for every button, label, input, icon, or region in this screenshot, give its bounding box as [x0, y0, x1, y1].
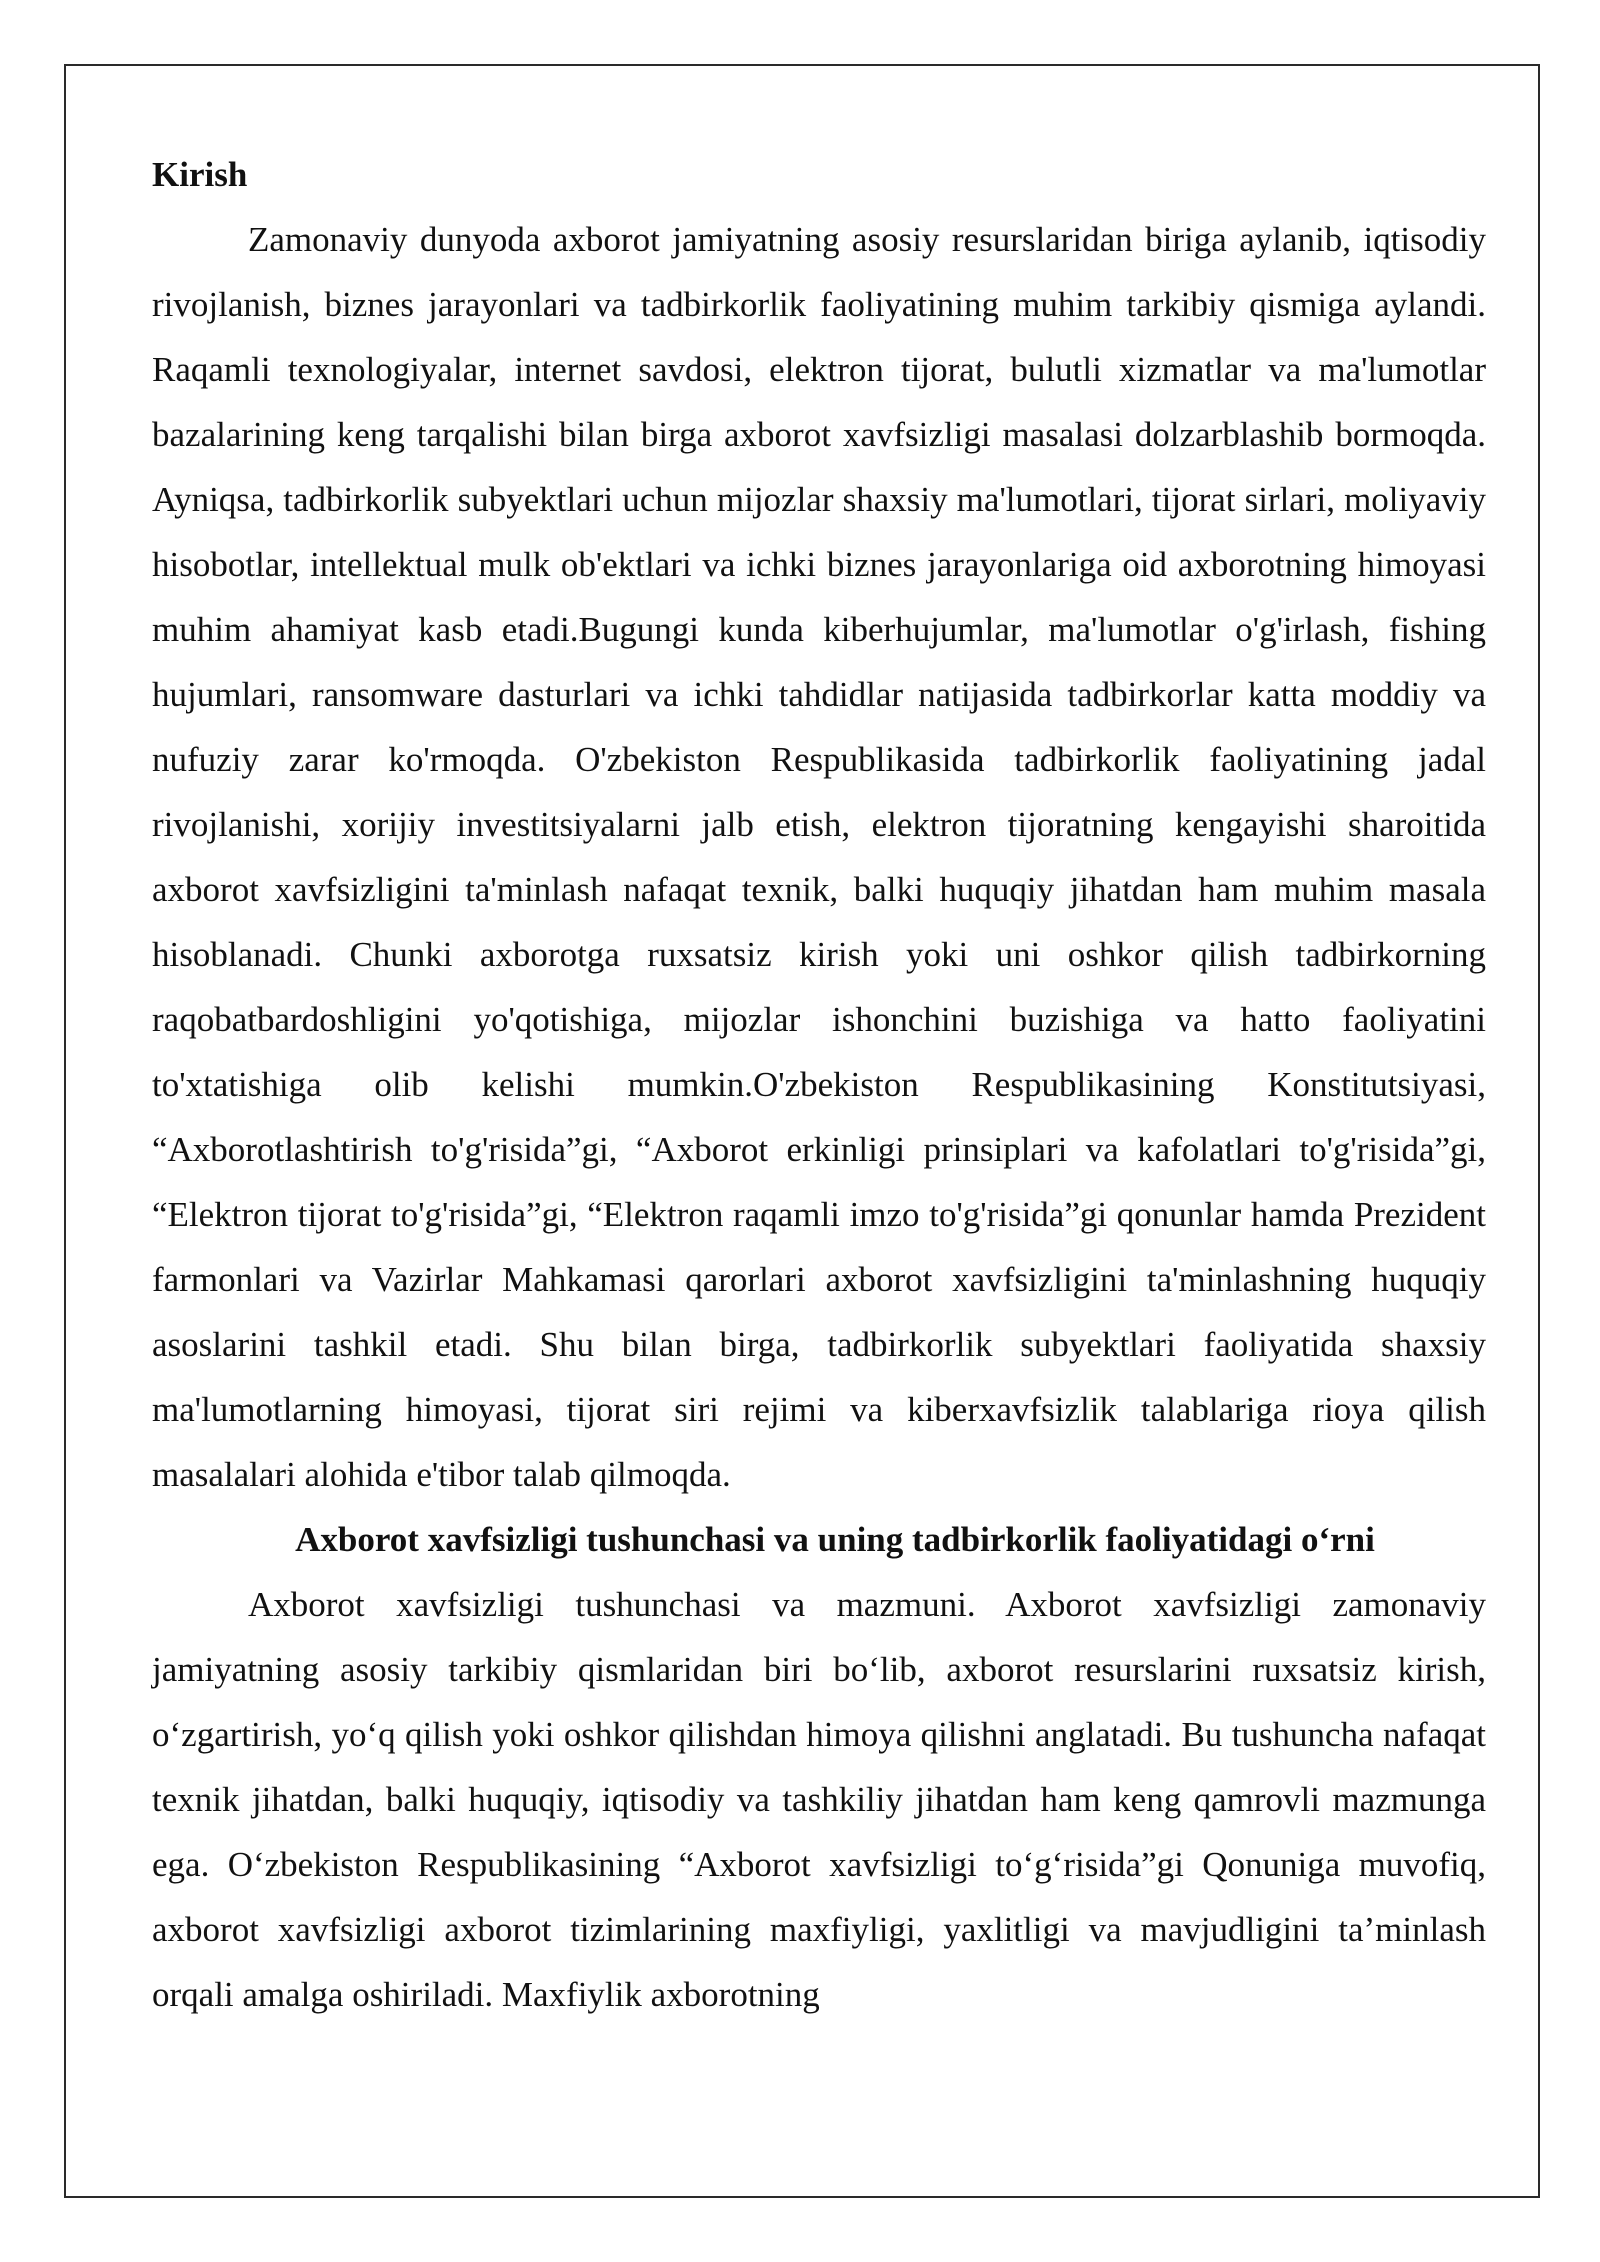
paragraph-information-security: Axborot xavfsizligi tushunchasi va mazmuni. Axborot xavfsizligi zamonaviy jamiyatning asosiy tarkibiy qismlaridan biri bo‘lib, axborot resurslarini ruxsatsiz kirish, o‘zgartirish, yo‘q qilish yoki oshkor qilishdan himoya qilishni anglatadi. Bu tushuncha nafaqat texnik jihatdan, balki huquqiy, iqtisodiy va tashkiliy jihatdan ham keng qamrovli mazmunga ega. O‘zbekiston Respublikasining “Axborot xavfsizligi to‘g‘risida”gi Qonuniga muvofiq, axborot xavfsizligi axborot tizimlarining maxfiyligi, yaxlitligi va mavjudligini ta’minlash orqali amalga oshiriladi. Maxfiylik axborotning — [152, 1585, 1486, 2014]
paragraph-introduction: Zamonaviy dunyoda axborot jamiyatning asosiy resurslaridan biriga aylanib, iqtisodiy rivojlanish, biznes jarayonlari va tadbirkorlik faoliyatining muhim tarkibiy qismiga aylandi. Raqamli texnologiyalar, internet savdosi, elektron tijorat, bulutli xizmatlar va ma'lumotlar bazalarining keng tarqalishi bilan birga axborot xavfsizligi masalasi dolzarblashib bormoqda. Ayniqsa, tadbirkorlik subyektlari uchun mijozlar shaxsiy ma'lumotlari, tijorat sirlari, moliyaviy hisobotlar, intellektual mulk ob'ektlari va ichki biznes jarayonlariga oid axborotning himoyasi muhim ahamiyat kasb etadi.Bugungi kunda kiberhujumlar, ma'lumotlar o'g'irlash, fishing hujumlari, ransomware dasturlari va ichki tahdidlar natijasida tadbirkorlar katta moddiy va nufuziy zarar ko'rmoqda. O'zbekiston Respublikasida tadbirkorlik faoliyatining jadal rivojlanishi, xorijiy investitsiyalarni jalb etish, elektron tijoratning kengayishi sharoitida axborot xavfsizligini ta'minlash nafaqat texnik, balki huquqiy jihatdan ham muhim masala hisoblanadi. Chunki axborotga ruxsatsiz kirish yoki uni oshkor qilish tadbirkorning raqobatbardoshligini yo'qotishiga, mijozlar ishonchini buzishiga va hatto faoliyatini to'xtatishiga olib kelishi mumkin.O'zbekiston Respublikasining Konstitutsiyasi, “Axborotlashtirish to'g'risida”gi, “Axborot erkinligi prinsiplari va kafolatlari to'g'risida”gi, “Elektron tijorat to'g'risida”gi, “Elektron raqamli imzo to'g'risida”gi qonunlar hamda Prezident farmonlari va Vazirlar Mahkamasi qarorlari axborot xavfsizligini ta'minlashning huquqiy asoslarini tashkil etadi. Shu bilan birga, tadbirkorlik subyektlari faoliyatida shaxsiy ma'lumotlarning himoyasi, tijorat siri rejimi va kiberxavfsizlik talablariga rioya qilish masalalari alohida e'tibor talab qilmoqda. — [152, 220, 1486, 1494]
section-heading-information-security: Axborot xavfsizligi tushunchasi va uning tadbirkorlik faoliyatidagi o‘rni — [295, 1520, 1375, 1559]
section-heading-kirish: Kirish — [152, 155, 248, 194]
document-body — [152, 142, 1486, 2014]
